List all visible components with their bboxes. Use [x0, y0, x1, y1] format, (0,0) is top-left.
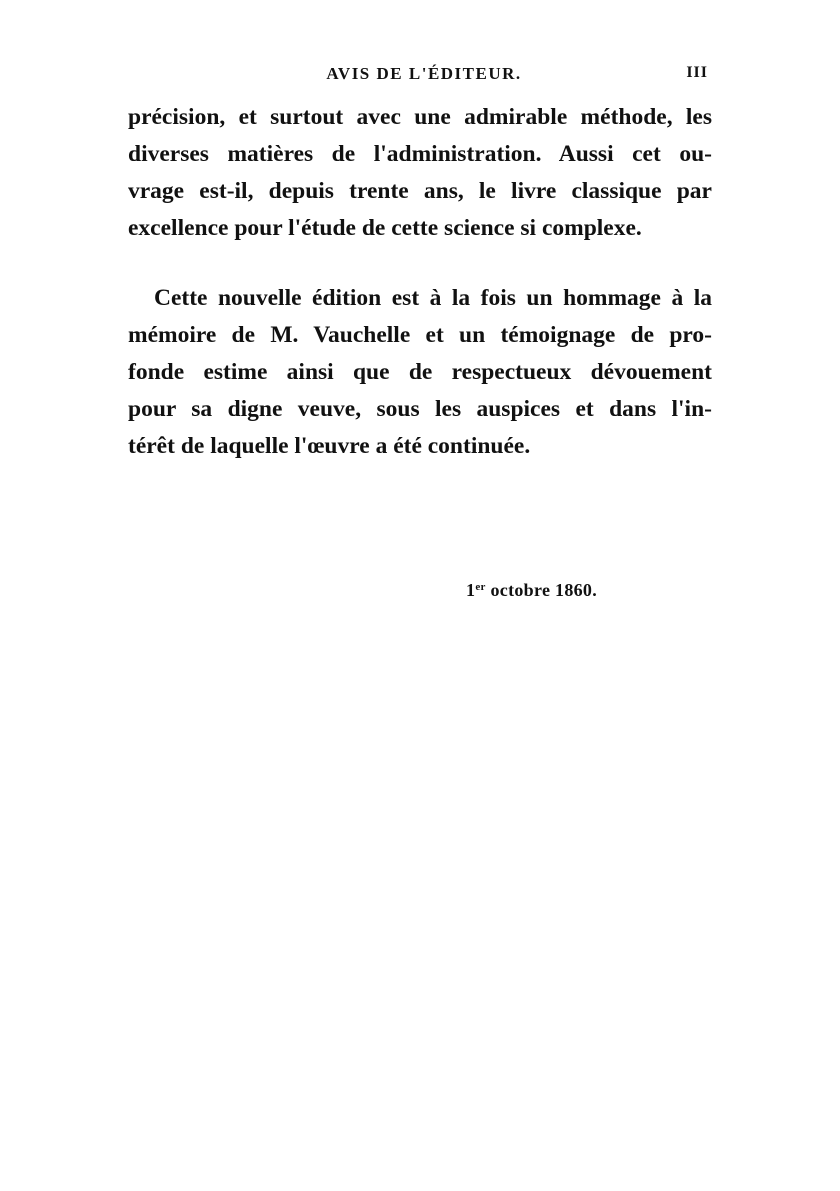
- date-day: 1: [466, 580, 476, 600]
- text-line: diverses matières de l'administration. Aussi cet ou-: [128, 141, 712, 167]
- text-line: pour sa digne veuve, sous les auspices et dans l'in-: [128, 396, 712, 422]
- text-line: térêt de laquelle l'œuvre a été continuée.: [128, 433, 531, 459]
- page-number: III: [686, 64, 708, 81]
- date-line: [466, 580, 597, 601]
- text-line: vrage est-il, depuis trente ans, le livre classique par: [128, 178, 712, 204]
- text-line: Cette nouvelle édition est à la fois un hommage à la: [154, 285, 712, 311]
- date-rest: octobre 1860.: [485, 580, 598, 600]
- text-line: fonde estime ainsi que de respectueux dévouement: [128, 359, 712, 385]
- text-line: mémoire de M. Vauchelle et un témoignage de pro-: [128, 322, 712, 348]
- text-line: précision, et surtout avec une admirable méthode, les: [128, 104, 712, 130]
- running-head: [128, 64, 712, 88]
- text-line: excellence pour l'étude de cette science si complexe.: [128, 215, 642, 241]
- paragraph-1: [128, 99, 712, 247]
- date-day-suffix: er: [475, 581, 486, 593]
- running-title: AVIS DE L'ÉDITEUR.: [326, 64, 522, 83]
- paragraph-2: [128, 280, 712, 465]
